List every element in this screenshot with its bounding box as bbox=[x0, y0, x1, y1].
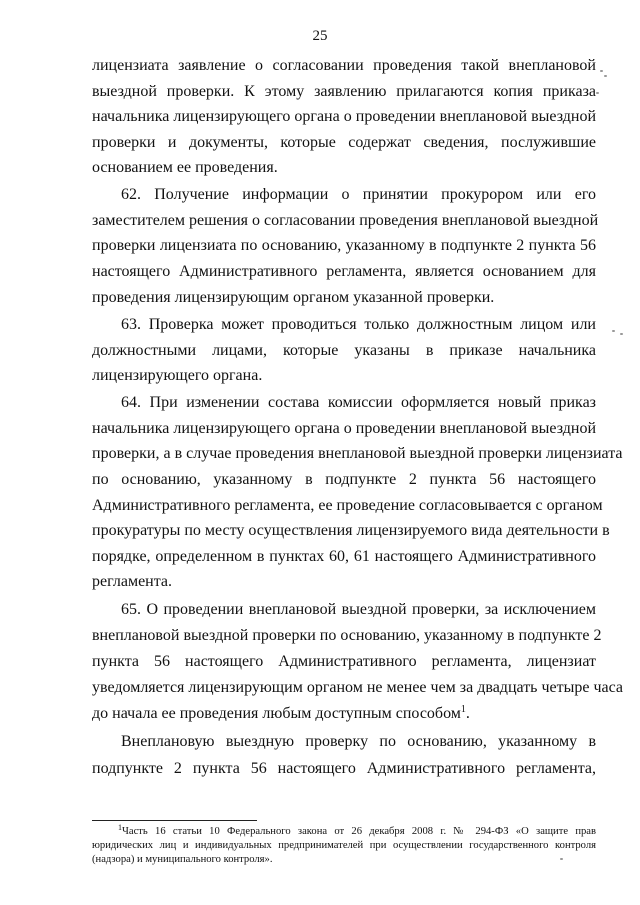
text-line: проверки лицензиата по основанию, указанному в подпункте 2 пункта 56 bbox=[92, 237, 596, 254]
text-line: подпункте 2 пункта 56 настоящего Административного регламента, bbox=[92, 760, 596, 777]
page-number: 25 bbox=[312, 28, 328, 44]
scan-speck bbox=[600, 70, 603, 72]
text-line: уведомляется лицензирующим органом не менее чем за двадцать четыре часа bbox=[92, 679, 624, 696]
text-line: основанием ее проведения. bbox=[92, 159, 278, 176]
text-line: внеплановой выездной проверки по основанию, указанному в подпункте 2 bbox=[92, 627, 602, 644]
text-line: выездной проверки. К этому заявлению прилагаются копия приказа bbox=[92, 83, 596, 100]
text-line-content: до начала ее проведения любым доступным способом bbox=[92, 705, 461, 722]
text-line: проведения лицензирующим органом указанной проверки. bbox=[92, 289, 495, 306]
text-line: прокуратуры по месту осуществления лицензируемого вида деятельности в bbox=[92, 522, 610, 539]
text-line: должностными лицами, которые указаны в приказе начальника bbox=[92, 342, 596, 359]
text-line: до начала ее проведения любым доступным способом$^1$. bbox=[92, 704, 470, 722]
text-line: настоящего Административного регламента, является основанием для bbox=[92, 263, 596, 280]
text-line: начальника лицензирующего органа о проведении внеплановой выездной bbox=[92, 420, 596, 437]
scan-speck bbox=[596, 92, 599, 94]
scan-speck bbox=[560, 858, 563, 860]
scan-speck bbox=[620, 333, 623, 335]
text-line: Внеплановую выездную проверку по основанию, указанному в bbox=[121, 733, 596, 750]
text-line: 64. При изменении состава комиссии оформляется новый приказ bbox=[121, 394, 596, 411]
text-line: лицензирующего органа. bbox=[92, 367, 263, 384]
text-line: начальника лицензирующего органа о проведении внеплановой выездной bbox=[92, 108, 596, 125]
text-line: регламента. bbox=[92, 573, 173, 590]
footnote-line: юридических лиц и индивидуальных предпринимателей при осуществлении государственного контроля bbox=[92, 840, 596, 851]
text-line: 65. О проведении внеплановой выездной проверки, за исключением bbox=[121, 601, 596, 618]
text-line: пункта 56 настоящего Административного регламента, лицензиат bbox=[92, 653, 596, 670]
text-line: 62. Получение информации о принятии прокурором или его bbox=[121, 186, 596, 203]
footnote-line bbox=[118, 825, 596, 839]
footnote-line-content: Часть 16 статьи 10 Федерального закона от 26 декабря 2008 г. № 294-ФЗ «О защите прав bbox=[122, 826, 596, 837]
text-line: 63. Проверка может проводиться только должностным лицом или bbox=[121, 316, 596, 333]
text-line: проверки, а в случае проведения внеплановой выездной проверки лицензиата bbox=[92, 445, 623, 462]
text-line: по основанию, указанному в подпункте 2 пункта 56 настоящего bbox=[92, 471, 596, 488]
scan-speck bbox=[604, 75, 607, 77]
footnote-reference: 1 bbox=[460, 704, 466, 715]
scan-speck bbox=[612, 330, 615, 332]
text-line: проверки и документы, которые содержат сведения, послужившие bbox=[92, 134, 596, 151]
footnote-separator bbox=[92, 820, 257, 821]
footnote-line: (надзора) и муниципального контроля». bbox=[92, 854, 273, 865]
footnote-marker: 1 bbox=[118, 823, 122, 832]
text-line: Административного регламента, ее проведение согласовывается с органом bbox=[92, 497, 603, 514]
text-line: заместителем решения о согласовании проведения внеплановой выездной bbox=[92, 212, 599, 229]
text-line: порядке, определенном в пунктах 60, 61 настоящего Административного bbox=[92, 548, 596, 565]
text-line: лицензиата заявление о согласовании проведения такой внеплановой bbox=[92, 57, 596, 74]
